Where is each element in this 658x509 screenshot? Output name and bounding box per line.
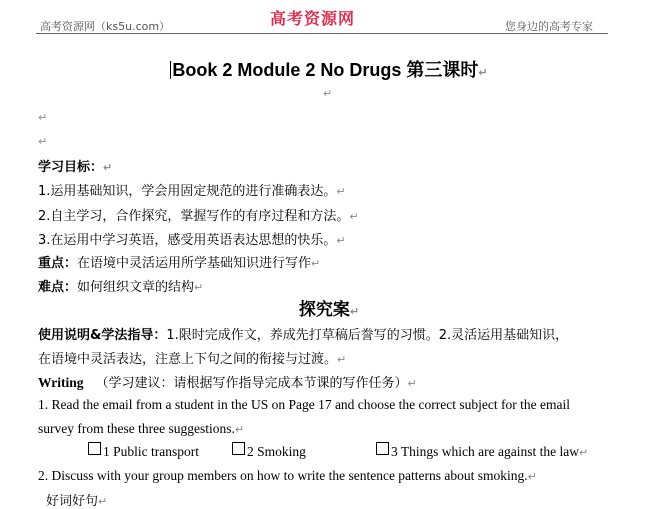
paragraph-mark-icon: ↵ xyxy=(578,446,589,459)
key-point xyxy=(38,252,320,271)
paragraph-mark-icon: ↵ xyxy=(527,470,537,483)
header-logo-text: 高考资源网 xyxy=(270,9,356,28)
paragraph-mark-icon: ↵ xyxy=(336,234,346,247)
document-title xyxy=(0,56,658,82)
paragraph-mark-icon: ↵ xyxy=(234,423,245,436)
goals-heading: 学习目标：↵ xyxy=(38,160,113,175)
paragraph-mark-icon: ↵ xyxy=(38,111,48,124)
paragraph-mark-icon: ↵ xyxy=(478,66,488,79)
option-checkbox[interactable] xyxy=(376,442,389,455)
option-against-law: 3 Things which are against the law↵ xyxy=(376,442,588,460)
paragraph-mark-icon: ↵ xyxy=(98,495,108,508)
task1-line: 1. Read the email from a student in the US on Page 17 and choose the correct subject for the email xyxy=(38,397,570,412)
paragraph-mark-icon: ↵ xyxy=(311,257,321,270)
empty-paragraph xyxy=(323,86,332,101)
section-title: 探究案↵ xyxy=(298,300,360,320)
difficult-point xyxy=(38,276,203,295)
option-checkbox[interactable] xyxy=(88,442,101,455)
goal-item: 1.运用基础知识，学会用固定规范的进行准确表达。↵ xyxy=(38,184,346,199)
paragraph-mark-icon: ↵ xyxy=(103,161,113,174)
task1-line: survey from these three suggestions.↵ xyxy=(38,421,245,436)
header-divider xyxy=(36,33,608,34)
instructions-label: 使用说明&学法指导： xyxy=(38,328,167,343)
paragraph-mark-icon: ↵ xyxy=(38,135,48,148)
difficult-point-label: 难点： xyxy=(38,280,78,295)
task2-subheading: 好词好句↵ xyxy=(46,494,108,509)
instructions-line: 使用说明&学法指导：1.限时完成作文，养成先打草稿后誊写的习惯。2.灵活运用基础知识， xyxy=(38,328,569,343)
paragraph-mark-icon: ↵ xyxy=(337,353,347,366)
instructions-line: 在语境中灵活表达，注意上下句之间的衔接与过渡。↵ xyxy=(38,352,347,367)
difficult-point-text: 如何组织文章的结构 xyxy=(77,280,195,295)
header-site-name: 高考资源网（ks5u.com） xyxy=(40,20,171,33)
writing-heading xyxy=(38,372,417,391)
goal-item: 3.在运用中学习英语，感受用英语表达思想的快乐。↵ xyxy=(38,233,346,248)
header-slogan: 您身边的高考专家 xyxy=(505,20,593,33)
writing-hint: （学习建议：请根据写作指导完成本节课的写作任务） xyxy=(95,376,408,391)
option-checkbox[interactable] xyxy=(232,442,245,455)
paragraph-mark-icon: ↵ xyxy=(349,305,360,318)
goal-item: 2.自主学习，合作探究，掌握写作的有序过程和方法。↵ xyxy=(38,209,359,224)
document-title-text: Book 2 Module 2 No Drugs 第三课时 xyxy=(172,60,479,80)
paragraph-mark-icon: ↵ xyxy=(349,210,359,223)
paragraph-mark-icon: ↵ xyxy=(407,377,417,390)
paragraph-mark-icon: ↵ xyxy=(336,185,346,198)
key-point-label: 重点： xyxy=(38,256,78,271)
option-public-transport: 1 Public transport xyxy=(88,442,199,460)
task2-line: 2. Discuss with your group members on how to write the sentence patterns about smoking.↵ xyxy=(38,468,537,483)
key-point-text: 在语境中灵活运用所学基础知识进行写作 xyxy=(77,256,312,271)
page-header xyxy=(0,0,658,34)
option-smoking: 2 Smoking xyxy=(232,442,306,460)
empty-paragraph xyxy=(38,110,47,125)
writing-label: Writing xyxy=(38,375,84,390)
paragraph-mark-icon: ↵ xyxy=(323,87,333,100)
paragraph-mark-icon: ↵ xyxy=(194,281,204,294)
empty-paragraph xyxy=(38,134,47,149)
